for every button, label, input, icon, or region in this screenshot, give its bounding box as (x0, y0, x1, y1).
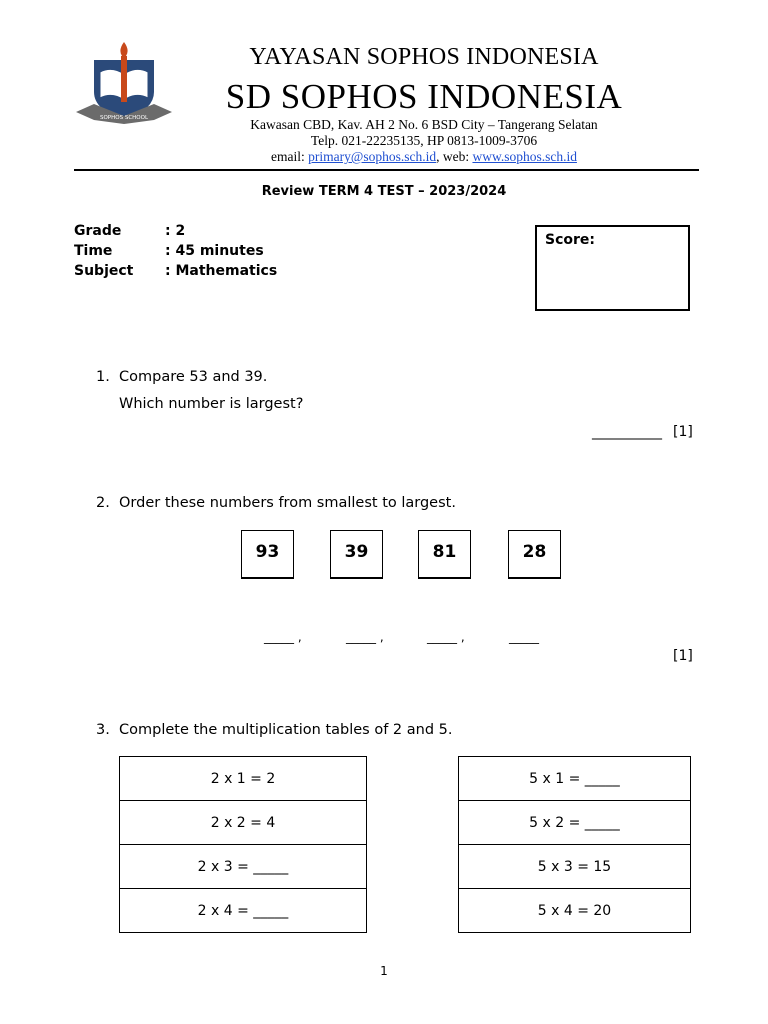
subject-label: Subject (74, 263, 134, 279)
q2-text: Order these numbers from smallest to largest. (119, 495, 456, 511)
foundation-name: YAYASAN SOPHOS INDONESIA (249, 44, 599, 70)
score-label: Score: (545, 232, 595, 248)
q1-text-line1: Compare 53 and 39. (119, 369, 268, 385)
order-answer-blank[interactable]: _____ , (346, 630, 384, 644)
table-cell: 5 x 3 = 15 (459, 845, 691, 889)
table-row (459, 845, 691, 889)
table-of-5 (458, 756, 691, 933)
q1-answer-blank[interactable]: __________ (592, 424, 662, 440)
address-line-2: Telp. 021-22235135, HP 0813-1009-3706 (310, 133, 538, 148)
table-row (120, 801, 367, 845)
table-row (120, 845, 367, 889)
logo-ribbon-text: SOPHOS SCHOOL (99, 115, 149, 121)
number-box: 81 (418, 530, 471, 579)
table-row (120, 889, 367, 933)
contact-line (150, 149, 698, 165)
table-row (459, 889, 691, 933)
header-divider (74, 169, 699, 171)
address-line-1: Kawasan CBD, Kav. AH 2 No. 6 BSD City – Tangerang Selatan (250, 117, 598, 132)
table-row (459, 801, 691, 845)
test-title: Review TERM 4 TEST – 2023/2024 (261, 184, 507, 199)
q1-marks: [1] (673, 424, 693, 440)
web-prefix: , web: (436, 149, 473, 164)
order-answer-blank[interactable]: _____ , (264, 630, 302, 644)
table-row (120, 757, 367, 801)
table-cell: 5 x 4 = 20 (459, 889, 691, 933)
table-cell[interactable]: 2 x 4 = _____ (120, 889, 367, 933)
table-cell: 2 x 1 = 2 (120, 757, 367, 801)
number-box: 28 (508, 530, 561, 579)
subject-value: : Mathematics (165, 263, 278, 279)
email-prefix: email: (271, 149, 309, 164)
school-name: SD SOPHOS INDONESIA (225, 77, 623, 116)
web-link[interactable]: www.sophos.sch.id (472, 149, 577, 164)
q1-number: 1. (96, 369, 110, 385)
table-of-2 (119, 756, 367, 933)
order-answer-blank[interactable]: _____ (509, 630, 539, 644)
table-row (459, 757, 691, 801)
number-box: 93 (241, 530, 294, 579)
table-cell[interactable]: 5 x 1 = _____ (459, 757, 691, 801)
page-number: 1 (380, 964, 388, 978)
number-box: 39 (330, 530, 383, 579)
time-value: : 45 minutes (165, 243, 264, 259)
q1-text-line2: Which number is largest? (119, 396, 304, 412)
grade-label: Grade (74, 223, 122, 239)
q2-number: 2. (96, 495, 110, 511)
q2-marks: [1] (673, 648, 693, 664)
q3-text: Complete the multiplication tables of 2 and 5. (119, 722, 453, 738)
grade-value: : 2 (165, 223, 186, 239)
table-cell: 2 x 2 = 4 (120, 801, 367, 845)
table-cell[interactable]: 5 x 2 = _____ (459, 801, 691, 845)
email-link[interactable]: primary@sophos.sch.id (308, 149, 437, 164)
score-box[interactable] (535, 225, 690, 311)
time-label: Time (74, 243, 113, 259)
order-answer-blank[interactable]: _____ , (427, 630, 465, 644)
q3-number: 3. (96, 722, 110, 738)
table-cell[interactable]: 2 x 3 = _____ (120, 845, 367, 889)
